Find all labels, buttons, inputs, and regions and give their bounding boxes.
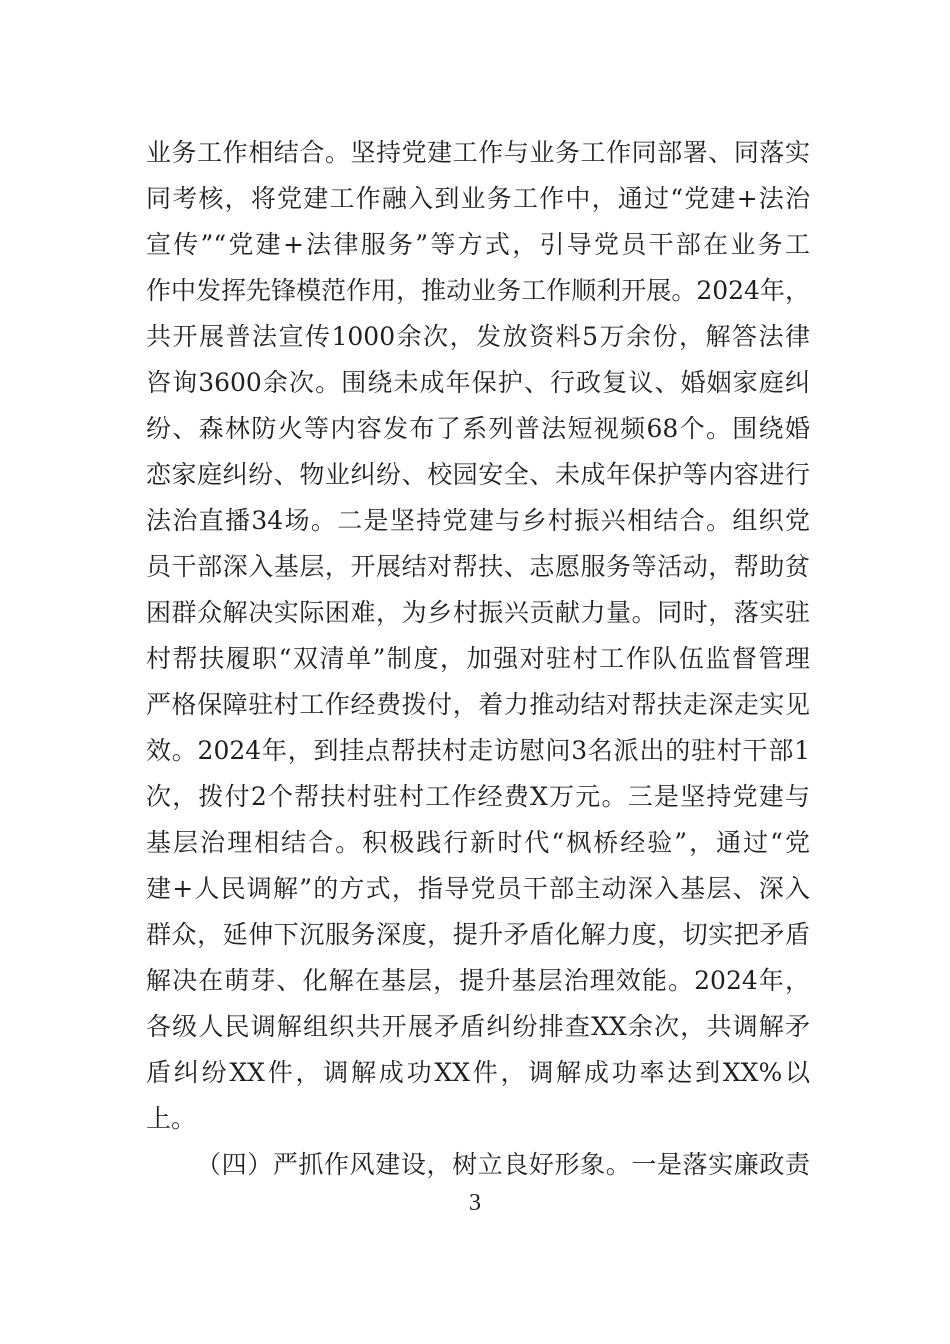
paragraph-line: 基层治理相结合。积极践行新时代“枫桥经验”，通过“党 (146, 828, 810, 857)
paragraph-line: 同考核，将党建工作融入到业务工作中，通过“党建+法治 (146, 184, 810, 213)
paragraph-line: 次，拨付2个帮扶村驻村工作经费X万元。三是坚持党建与 (146, 782, 810, 811)
paragraph-line: 效。2024年，到挂点帮扶村走访慰问3名派出的驻村干部1 (146, 736, 810, 765)
paragraph-line: 村帮扶履职“双清单”制度，加强对驻村工作队伍监督管理 (146, 644, 810, 673)
paragraph-line: 各级人民调解组织共开展矛盾纠纷排查XX余次，共调解矛 (146, 1012, 810, 1041)
paragraph-line: 解决在萌芽、化解在基层，提升基层治理效能。2024年， (146, 966, 810, 995)
paragraph-line: 恋家庭纠纷、物业纠纷、校园安全、未成年保护等内容进行 (146, 460, 810, 489)
paragraph-line: 困群众解决实际困难，为乡村振兴贡献力量。同时，落实驻 (146, 598, 810, 627)
paragraph-line: 严格保障驻村工作经费拨付，着力推动结对帮扶走深走实见 (146, 690, 810, 719)
paragraph-line: 法治直播34场。二是坚持党建与乡村振兴相结合。组织党 (146, 506, 810, 535)
page-number: 3 (469, 1190, 481, 1216)
paragraph-line: 纷、森林防火等内容发布了系列普法短视频68个。围绕婚 (146, 414, 810, 443)
paragraph-line: 咨询3600余次。围绕未成年保护、行政复议、婚姻家庭纠 (146, 368, 810, 397)
paragraph-line: 员干部深入基层，开展结对帮扶、志愿服务等活动，帮助贫 (146, 552, 810, 581)
paragraph-line: 宣传”“党建+法律服务”等方式，引导党员干部在业务工 (146, 230, 810, 259)
paragraph-line: 共开展普法宣传1000余次，发放资料5万余份，解答法律 (146, 322, 810, 351)
section-heading-line: （四）严抓作风建设，树立良好形象。一是落实廉政责 (196, 1150, 810, 1179)
paragraph-line: 作中发挥先锋模范作用，推动业务工作顺利开展。2024年， (146, 276, 810, 305)
paragraph-line: 群众，延伸下沉服务深度，提升矛盾化解力度，切实把矛盾 (146, 920, 810, 949)
paragraph-line: 建+人民调解”的方式，指导党员干部主动深入基层、深入 (146, 874, 810, 903)
paragraph-line: 业务工作相结合。坚持党建工作与业务工作同部署、同落实 (146, 138, 810, 167)
paragraph-line: 上。 (146, 1104, 197, 1133)
paragraph-line: 盾纠纷XX件，调解成功XX件，调解成功率达到XX%以 (146, 1058, 810, 1087)
